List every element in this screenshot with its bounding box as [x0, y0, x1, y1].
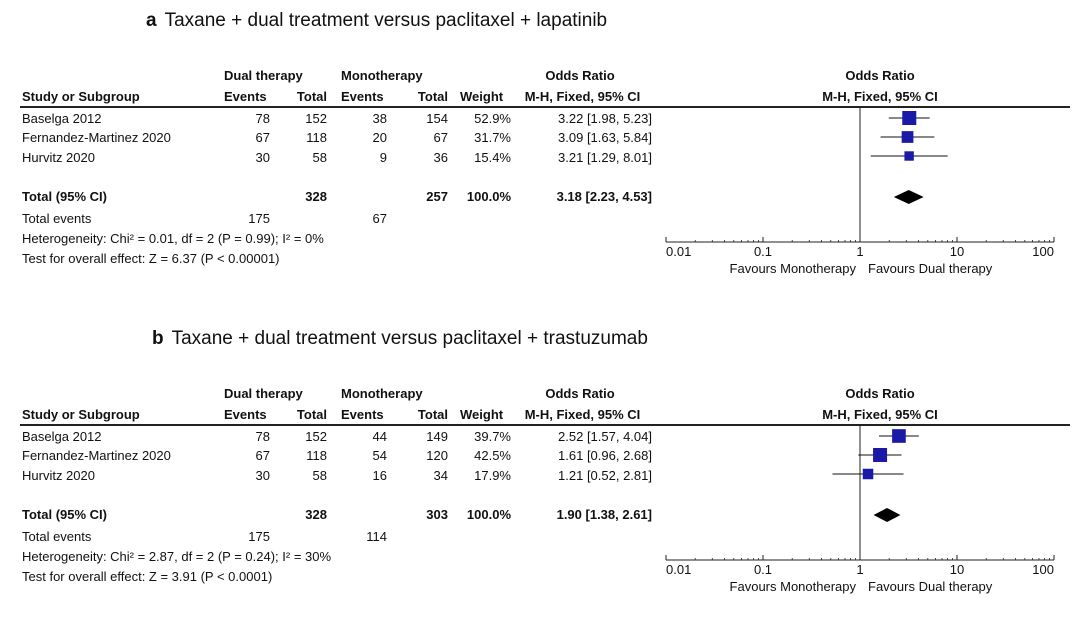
x-tick-label: 0.1: [753, 244, 773, 259]
dual-group-header: Dual therapy: [224, 68, 303, 83]
weight-value: 52.9%: [474, 111, 511, 126]
dual-total: 58: [312, 468, 327, 483]
dual-total: 118: [306, 448, 327, 463]
mono-total: 67: [433, 130, 448, 145]
forest-panel-a: [0, 0, 1080, 300]
total-mono: 303: [426, 507, 448, 522]
x-tick-label: 10: [949, 562, 965, 577]
plot-or-method-header: M-H, Fixed, 95% CI: [822, 89, 938, 104]
or-ci-value: 3.21 [1.29, 8.01]: [558, 150, 652, 165]
dual-total: 152: [305, 429, 327, 444]
panel-title: [152, 328, 648, 350]
mono-events: 44: [372, 429, 387, 444]
study-name: Fernandez-Martinez 2020: [22, 130, 171, 145]
dual-events: 78: [255, 429, 270, 444]
total-label: Total (95% CI): [22, 189, 107, 204]
favours-right-label: Favours Dual therapy: [868, 261, 993, 276]
total-mono: 257: [426, 189, 448, 204]
x-tick-label: 0.1: [753, 562, 773, 577]
dual-group-header: Dual therapy: [224, 386, 303, 401]
overall-effect-text: Test for overall effect: Z = 3.91 (P < 0.0001): [22, 569, 273, 584]
total-dual: 328: [305, 507, 327, 522]
heterogeneity-text: Heterogeneity: Chi² = 2.87, df = 2 (P = 0.24); I² = 30%: [22, 549, 332, 564]
mono-total: 154: [426, 111, 448, 126]
study-name: Baselga 2012: [22, 429, 102, 444]
forest-plot: [640, 318, 1080, 618]
mono-total-header: Total: [417, 407, 448, 422]
x-tick-label: 1: [856, 244, 864, 259]
x-tick-label: 10: [949, 244, 965, 259]
x-tick-label: 0.01: [666, 244, 692, 259]
mono-total: 34: [433, 468, 448, 483]
total-weight: 100.0%: [466, 507, 511, 522]
panel-title: [146, 10, 607, 32]
study-marker: [902, 131, 914, 143]
study-name: Fernandez-Martinez 2020: [22, 448, 171, 463]
mono-total-header: Total: [417, 89, 448, 104]
dual-total-header: Total: [296, 89, 327, 104]
mono-events-header: Events: [341, 407, 384, 422]
or-method-header: M-H, Fixed, 95% CI: [524, 89, 641, 104]
total-weight: 100.0%: [466, 189, 511, 204]
total-events-mono: 114: [366, 529, 387, 544]
plot-or-title-header: Odds Ratio: [845, 68, 915, 83]
mono-group-header: Monotherapy: [341, 68, 423, 83]
forest-plot: [640, 0, 1080, 300]
heterogeneity-text: Heterogeneity: Chi² = 0.01, df = 2 (P = 0.99); I² = 0%: [22, 231, 324, 246]
or-title-header: Odds Ratio: [545, 386, 615, 401]
or-title-header: Odds Ratio: [545, 68, 615, 83]
mono-total: 149: [426, 429, 448, 444]
mono-events-header: Events: [341, 89, 384, 104]
pooled-diamond: [874, 508, 901, 522]
study-marker: [902, 111, 916, 125]
total-label: Total (95% CI): [22, 507, 107, 522]
plot-or-title-header: Odds Ratio: [845, 386, 915, 401]
dual-events-header: Events: [224, 89, 267, 104]
study-marker: [863, 469, 873, 479]
dual-events: 67: [255, 130, 270, 145]
panel-title-text: Taxane + dual treatment versus paclitaxel + trastuzumab: [171, 328, 648, 349]
weight-header: Weight: [460, 407, 504, 422]
weight-value: 31.7%: [474, 130, 511, 145]
total-events-dual: 175: [248, 211, 270, 226]
weight-value: 42.5%: [474, 448, 511, 463]
plot-or-method-header: M-H, Fixed, 95% CI: [822, 407, 938, 422]
panel-letter: b: [152, 328, 164, 349]
study-header: Study or Subgroup: [22, 89, 140, 104]
favours-left-label: Favours Monotherapy: [729, 261, 856, 276]
total-or-ci: 3.18 [2.23, 4.53]: [556, 189, 652, 204]
mono-events: 16: [372, 468, 387, 483]
or-ci-value: 1.61 [0.96, 2.68]: [558, 448, 652, 463]
dual-events: 30: [255, 150, 270, 165]
study-marker: [892, 429, 906, 443]
study-marker: [904, 151, 913, 160]
or-method-header: M-H, Fixed, 95% CI: [524, 407, 641, 422]
dual-events: 78: [255, 111, 270, 126]
total-events-dual: 175: [248, 529, 270, 544]
total-events-label: Total events: [22, 529, 92, 544]
mono-events: 38: [372, 111, 387, 126]
mono-events: 20: [372, 130, 387, 145]
overall-effect-text: Test for overall effect: Z = 6.37 (P < 0.00001): [22, 251, 280, 266]
mono-total: 120: [426, 448, 448, 463]
total-dual: 328: [305, 189, 327, 204]
pooled-diamond: [894, 190, 924, 204]
x-tick-label: 0.01: [666, 562, 692, 577]
mono-total: 36: [433, 150, 448, 165]
weight-value: 17.9%: [474, 468, 511, 483]
dual-total: 152: [305, 111, 327, 126]
mono-events: 54: [372, 448, 387, 463]
total-events-mono: 67: [372, 211, 387, 226]
weight-value: 39.7%: [474, 429, 511, 444]
panel-letter: a: [146, 10, 157, 31]
weight-header: Weight: [460, 89, 504, 104]
or-ci-value: 1.21 [0.52, 2.81]: [558, 468, 652, 483]
total-or-ci: 1.90 [1.38, 2.61]: [556, 507, 652, 522]
dual-total: 118: [306, 130, 327, 145]
dual-events-header: Events: [224, 407, 267, 422]
study-name: Hurvitz 2020: [22, 468, 95, 483]
study-name: Baselga 2012: [22, 111, 102, 126]
study-name: Hurvitz 2020: [22, 150, 95, 165]
forest-panel-b: [0, 318, 1080, 618]
mono-events: 9: [379, 150, 387, 165]
favours-left-label: Favours Monotherapy: [729, 579, 856, 594]
study-header: Study or Subgroup: [22, 407, 140, 422]
dual-total-header: Total: [296, 407, 327, 422]
x-tick-label: 100: [1032, 562, 1054, 577]
or-ci-value: 3.22 [1.98, 5.23]: [558, 111, 652, 126]
dual-total: 58: [312, 150, 327, 165]
favours-right-label: Favours Dual therapy: [868, 579, 993, 594]
dual-events: 67: [255, 448, 270, 463]
study-marker: [873, 448, 887, 462]
mono-group-header: Monotherapy: [341, 386, 423, 401]
panel-title-text: Taxane + dual treatment versus paclitaxel + lapatinib: [164, 10, 608, 31]
or-ci-value: 3.09 [1.63, 5.84]: [558, 130, 652, 145]
weight-value: 15.4%: [474, 150, 511, 165]
dual-events: 30: [255, 468, 270, 483]
x-tick-label: 1: [856, 562, 864, 577]
or-ci-value: 2.52 [1.57, 4.04]: [558, 429, 652, 444]
x-tick-label: 100: [1032, 244, 1054, 259]
total-events-label: Total events: [22, 211, 92, 226]
